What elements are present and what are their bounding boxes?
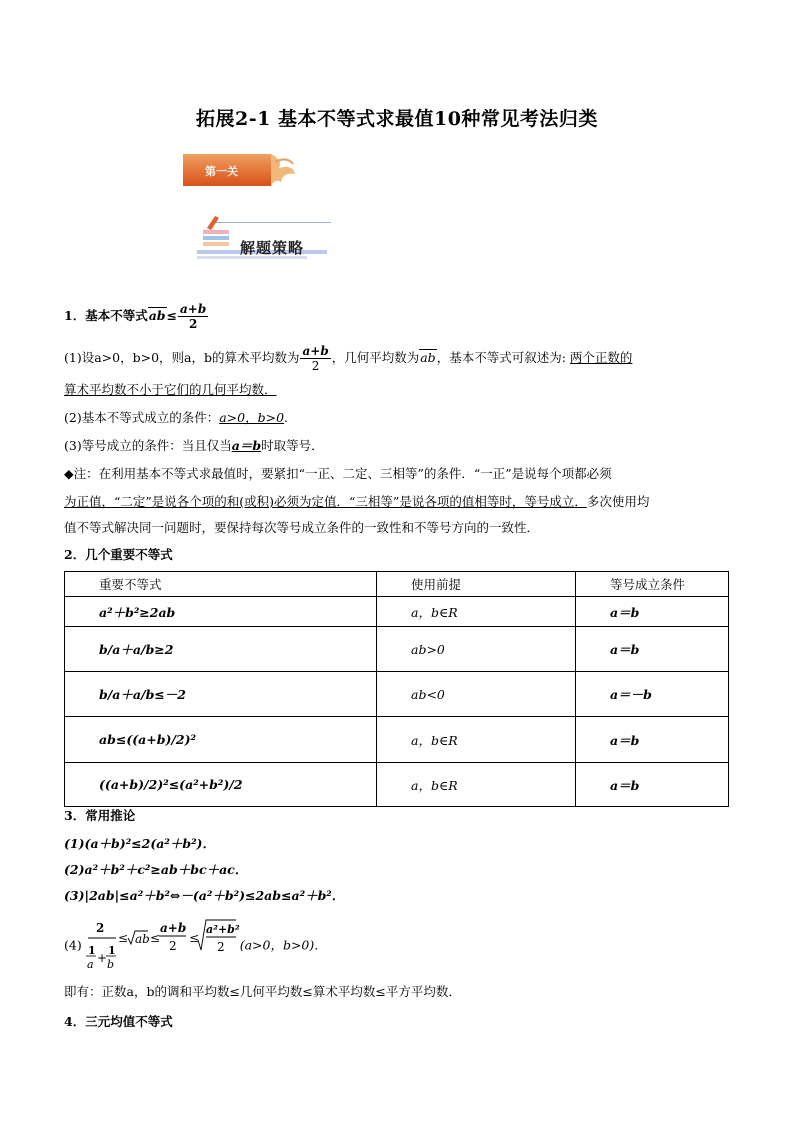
inequality-table [64,571,729,807]
svg-text:a: a [86,958,94,971]
heading-fraction: $\frac{a+b}{2}$ [180,302,207,331]
section1-p3: (3)等号成立的条件：当且仅当a＝b时取等号． [64,438,324,453]
premise-cell: a，b∈R [377,597,576,627]
table-row [65,763,729,807]
corollary-summary: 即有：正数a，b的调和平均数≤几何平均数≤算术平均数≤平方平均数． [64,984,461,999]
svg-text:a²+b²: a²+b² [205,923,240,936]
formula-cell: a²＋b²≥2ab [65,597,377,627]
table-header-cell: 重要不等式 [65,572,377,597]
table-header-cell: 使用前提 [377,572,576,597]
condition-cell: a＝b [576,627,729,672]
svg-text:a+b: a+b [159,921,186,935]
strategy-banner-label: 解题策略 [240,239,305,257]
svg-text:≤: ≤ [188,931,199,945]
section1-note-line2: 为正值，“二定”是说各个项的和(或积)必须为定值．“三相等”是说各项的值相等时，等号成立．多次使用均 [64,494,650,509]
mean-chain-formula [86,918,240,974]
section1-heading: 1．基本不等式ab≤ $\frac{a+b}{2}$ [64,302,207,331]
condition-cell: a＝b [576,763,729,807]
svg-text:2: 2 [95,921,105,935]
formula-cell: b/a＋a/b≥2 [65,627,377,672]
section-banner-label: 第一关 [205,165,238,178]
section-banner-graphic [183,152,298,188]
table-row [65,597,729,627]
svg-text:ab: ab [134,932,150,946]
svg-text:2: 2 [216,940,225,954]
section1-p2: (2)基本不等式成立的条件：a>0，b>0. [64,410,289,425]
section4-heading: 4．三元均值不等式 [64,1014,173,1029]
svg-text:≤: ≤ [117,931,128,945]
formula-cell: ab≤((a+b)/2)² [65,717,377,763]
svg-text:≤: ≤ [149,931,160,945]
table-header-cell: 等号成立条件 [576,572,729,597]
table-row [65,627,729,672]
section1-note-line3: 值不等式解决同一问题时，要保持每次等号成立条件的一致性和不等号方向的一致性． [64,520,540,535]
premise-cell: ab>0 [377,627,576,672]
table-row [65,717,729,763]
corollary-2: (2)a²＋b²＋c²≥ab＋bc＋ac． [64,862,248,877]
svg-text:1: 1 [87,944,96,957]
premise-cell: a，b∈R [377,717,576,763]
table-row [65,672,729,717]
corollary-4: (4) 2 1 a + 1 b ≤ ab ≤ a+b 2 ≤ a²+b² 2 (a>0，b>0)． [64,918,327,974]
arith-mean-fraction: $\frac{a+b}{2}$ [302,344,329,373]
condition-cell: a＝b [576,597,729,627]
condition-cell: a＝b [576,717,729,763]
premise-cell: ab<0 [377,672,576,717]
formula-cell: b/a＋a/b≤－2 [65,672,377,717]
svg-text:1: 1 [107,944,116,957]
page-title: 拓展2-1 基本不等式求最值10种常见考法归类 [196,108,598,130]
section1-note-line1: ◆注：在利用基本不等式求最值时，要紧扣“一正、二定、三相等”的条件．“一正”是说每个项都必须 [64,466,612,481]
corollary-1: (1)(a＋b)²≤2(a²＋b²)． [64,836,215,851]
svg-text:+: + [96,951,107,965]
sqrt-ab: ab [148,308,166,323]
section2-heading: 2．几个重要不等式 [64,547,173,562]
corollary-3: (3)|2ab|≤a²＋b²⇔－(a²＋b²)≤2ab≤a²＋b²． [64,888,345,903]
table-header-row [65,572,729,597]
section3-heading: 3．常用推论 [64,808,136,823]
section1-p1-cont: 算术平均数不小于它们的几何平均数． [64,382,277,397]
svg-text:b: b [106,958,114,971]
svg-text:2: 2 [168,939,177,953]
section1-p1: (1)设a>0，b>0，则a，b的算术平均数为 $\frac{a+b}{2}$ ，几何平均数为ab，基本不等式可叙述为: 两个正数的 [64,344,633,373]
formula-cell: ((a+b)/2)²≤(a²+b²)/2 [65,763,377,807]
premise-cell: a，b∈R [377,763,576,807]
condition-cell: a＝－b [576,672,729,717]
